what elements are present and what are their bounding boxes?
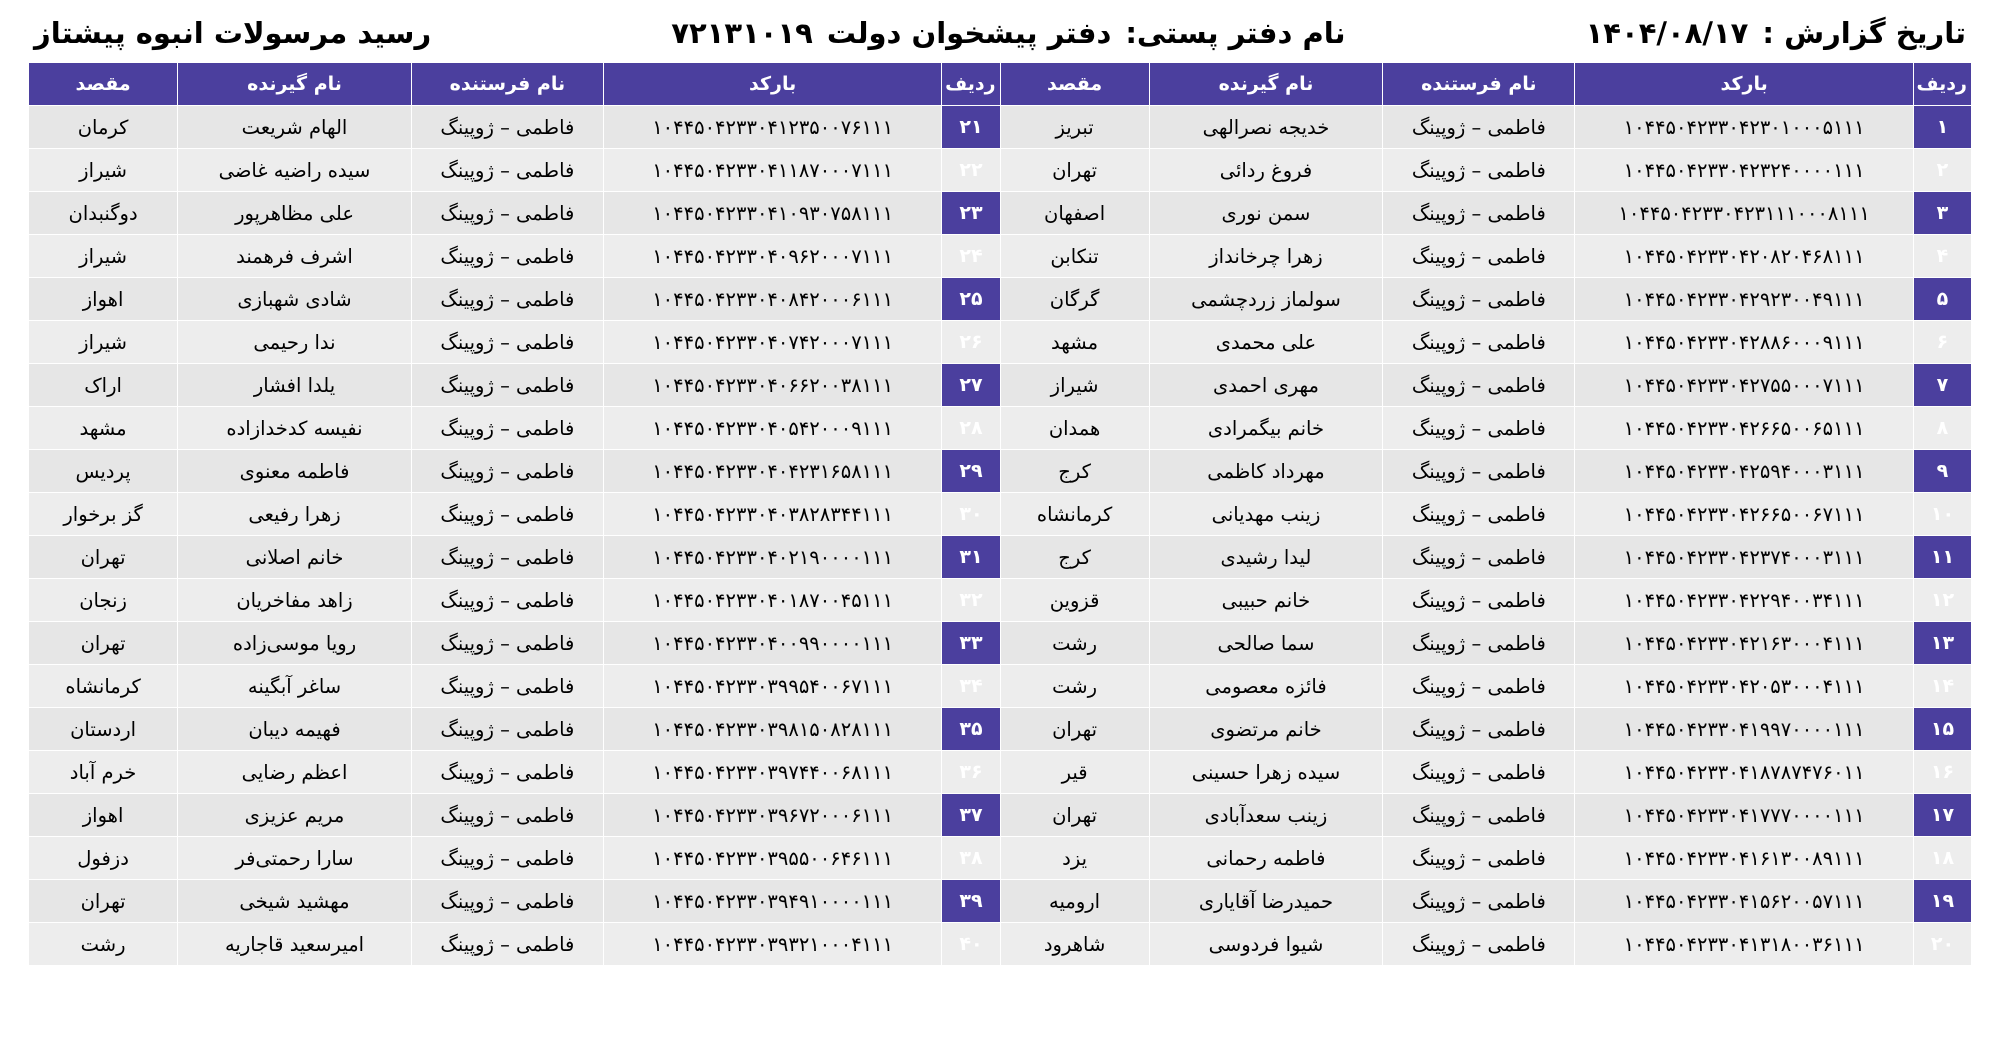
- cell-barcode-left: ۱۰۴۴۵۰۴۲۳۳۰۳۹۵۵۰۰۶۴۶۱۱۱: [603, 837, 942, 880]
- cell-sender-right: فاطمی – ژوپینگ: [1383, 493, 1575, 536]
- cell-receiver-right: سولماز زردچشمی: [1149, 278, 1383, 321]
- cell-barcode-left: ۱۰۴۴۵۰۴۲۳۳۰۴۰۱۸۷۰۰۴۵۱۱۱: [603, 579, 942, 622]
- cell-rownum-left: ۲۲: [942, 149, 1000, 192]
- cell-receiver-right: سیده زهرا حسینی: [1149, 751, 1383, 794]
- table-row: [29, 923, 1972, 966]
- report-header: [28, 10, 1972, 62]
- cell-rownum-left: ۳۵: [942, 708, 1000, 751]
- cell-barcode-right: ۱۰۴۴۵۰۴۲۳۳۰۴۱۶۱۳۰۰۸۹۱۱۱: [1575, 837, 1914, 880]
- cell-receiver-left: زهرا رفیعی: [178, 493, 412, 536]
- cell-dest-left: شیراز: [29, 321, 178, 364]
- cell-sender-right: فاطمی – ژوپینگ: [1383, 407, 1575, 450]
- report-date-label: تاریخ گزارش :: [1762, 16, 1966, 50]
- cell-barcode-left: ۱۰۴۴۵۰۴۲۳۳۰۴۰۶۶۲۰۰۳۸۱۱۱: [603, 364, 942, 407]
- col-header-rownum-right: ردیف: [1913, 63, 1971, 106]
- cell-dest-right: گرگان: [1000, 278, 1149, 321]
- cell-rownum-right: ۶: [1913, 321, 1971, 364]
- col-header-receiver-right: نام گیرنده: [1149, 63, 1383, 106]
- cell-receiver-right: حمیدرضا آقایاری: [1149, 880, 1383, 923]
- cell-barcode-left: ۱۰۴۴۵۰۴۲۳۳۰۴۰۷۴۲۰۰۰۷۱۱۱: [603, 321, 942, 364]
- cell-sender-left: فاطمی – ژوپینگ: [411, 493, 603, 536]
- cell-rownum-right: ۷: [1913, 364, 1971, 407]
- table-row: [29, 579, 1972, 622]
- table-head: [29, 63, 1972, 106]
- col-header-sender-left: نام فرستنده: [411, 63, 603, 106]
- report-date-group: [1586, 16, 1966, 50]
- cell-sender-right: فاطمی – ژوپینگ: [1383, 192, 1575, 235]
- cell-receiver-left: مهشید شیخی: [178, 880, 412, 923]
- cell-barcode-left: ۱۰۴۴۵۰۴۲۳۳۰۴۰۹۶۲۰۰۰۷۱۱۱: [603, 235, 942, 278]
- cell-dest-left: اهواز: [29, 794, 178, 837]
- cell-dest-right: قزوین: [1000, 579, 1149, 622]
- cell-dest-left: مشهد: [29, 407, 178, 450]
- cell-barcode-right: ۱۰۴۴۵۰۴۲۳۳۰۴۲۰۸۲۰۴۶۸۱۱۱: [1575, 235, 1914, 278]
- cell-rownum-left: ۳۲: [942, 579, 1000, 622]
- report-date-value: ۱۴۰۴/۰۸/۱۷: [1585, 16, 1749, 50]
- cell-sender-left: فاطمی – ژوپینگ: [411, 579, 603, 622]
- cell-dest-right: ارومیه: [1000, 880, 1149, 923]
- cell-sender-right: فاطمی – ژوپینگ: [1383, 622, 1575, 665]
- cell-barcode-right: ۱۰۴۴۵۰۴۲۳۳۰۴۲۲۹۴۰۰۳۴۱۱۱: [1575, 579, 1914, 622]
- cell-dest-right: تهران: [1000, 708, 1149, 751]
- cell-receiver-right: خانم بیگمرادی: [1149, 407, 1383, 450]
- cell-barcode-left: ۱۰۴۴۵۰۴۲۳۳۰۴۰۴۲۳۱۶۵۸۱۱۱: [603, 450, 942, 493]
- cell-dest-left: اراک: [29, 364, 178, 407]
- cell-sender-right: فاطمی – ژوپینگ: [1383, 751, 1575, 794]
- cell-sender-left: فاطمی – ژوپینگ: [411, 536, 603, 579]
- cell-barcode-left: ۱۰۴۴۵۰۴۲۳۳۰۳۹۶۷۲۰۰۰۶۱۱۱: [603, 794, 942, 837]
- cell-rownum-left: ۳۶: [942, 751, 1000, 794]
- cell-rownum-left: ۲۵: [942, 278, 1000, 321]
- page-title: رسید مرسولات انبوه پیشتاز: [34, 16, 432, 50]
- table-row: [29, 364, 1972, 407]
- cell-dest-left: تهران: [29, 622, 178, 665]
- cell-rownum-left: ۲۸: [942, 407, 1000, 450]
- cell-sender-left: فاطمی – ژوپینگ: [411, 622, 603, 665]
- cell-receiver-left: فهیمه دیبان: [178, 708, 412, 751]
- table-row: [29, 192, 1972, 235]
- cell-rownum-right: ۹: [1913, 450, 1971, 493]
- cell-receiver-left: رویا موسی‌زاده: [178, 622, 412, 665]
- cell-barcode-right: ۱۰۴۴۵۰۴۲۳۳۰۴۲۳۲۴۰۰۰۰۱۱۱: [1575, 149, 1914, 192]
- cell-barcode-right: ۱۰۴۴۵۰۴۲۳۳۰۴۲۰۵۳۰۰۰۴۱۱۱: [1575, 665, 1914, 708]
- cell-receiver-right: مهری احمدی: [1149, 364, 1383, 407]
- cell-barcode-left: ۱۰۴۴۵۰۴۲۳۳۰۴۰۲۱۹۰۰۰۰۱۱۱: [603, 536, 942, 579]
- cell-dest-left: شیراز: [29, 235, 178, 278]
- cell-rownum-right: ۱۴: [1913, 665, 1971, 708]
- cell-dest-right: تهران: [1000, 794, 1149, 837]
- cell-barcode-right: ۱۰۴۴۵۰۴۲۳۳۰۴۲۱۶۳۰۰۰۴۱۱۱: [1575, 622, 1914, 665]
- cell-dest-left: پردیس: [29, 450, 178, 493]
- cell-receiver-right: زهرا چرخانداز: [1149, 235, 1383, 278]
- table-row: [29, 149, 1972, 192]
- cell-rownum-left: ۳۳: [942, 622, 1000, 665]
- table-row: [29, 106, 1972, 149]
- cell-rownum-left: ۳۰: [942, 493, 1000, 536]
- cell-dest-left: اهواز: [29, 278, 178, 321]
- table-row: [29, 450, 1972, 493]
- cell-dest-right: شاهرود: [1000, 923, 1149, 966]
- cell-dest-right: تهران: [1000, 149, 1149, 192]
- table-row: [29, 708, 1972, 751]
- cell-dest-left: خرم آباد: [29, 751, 178, 794]
- cell-barcode-right: ۱۰۴۴۵۰۴۲۳۳۰۴۲۵۹۴۰۰۰۳۱۱۱: [1575, 450, 1914, 493]
- cell-sender-left: فاطمی – ژوپینگ: [411, 450, 603, 493]
- cell-sender-left: فاطمی – ژوپینگ: [411, 880, 603, 923]
- cell-barcode-right: ۱۰۴۴۵۰۴۲۳۳۰۴۲۳۷۴۰۰۰۳۱۱۱: [1575, 536, 1914, 579]
- cell-dest-left: اردستان: [29, 708, 178, 751]
- cell-receiver-left: مریم عزیزی: [178, 794, 412, 837]
- cell-barcode-right: ۱۰۴۴۵۰۴۲۳۳۰۴۱۵۶۲۰۰۵۷۱۱۱: [1575, 880, 1914, 923]
- cell-sender-left: فاطمی – ژوپینگ: [411, 192, 603, 235]
- table-row: [29, 493, 1972, 536]
- cell-dest-left: کرمانشاه: [29, 665, 178, 708]
- cell-rownum-left: ۳۷: [942, 794, 1000, 837]
- cell-sender-right: فاطمی – ژوپینگ: [1383, 536, 1575, 579]
- cell-sender-left: فاطمی – ژوپینگ: [411, 837, 603, 880]
- cell-receiver-right: خانم حبیبی: [1149, 579, 1383, 622]
- table-row: [29, 536, 1972, 579]
- col-header-sender-right: نام فرستنده: [1383, 63, 1575, 106]
- cell-dest-left: شیراز: [29, 149, 178, 192]
- cell-dest-left: دزفول: [29, 837, 178, 880]
- cell-sender-left: فاطمی – ژوپینگ: [411, 235, 603, 278]
- cell-receiver-left: نفیسه کدخدازاده: [178, 407, 412, 450]
- cell-barcode-right: ۱۰۴۴۵۰۴۲۳۳۰۴۲۶۶۵۰۰۶۵۱۱۱: [1575, 407, 1914, 450]
- cell-barcode-right: ۱۰۴۴۵۰۴۲۳۳۰۴۲۸۸۶۰۰۰۹۱۱۱: [1575, 321, 1914, 364]
- office-name-value: دفتر پیشخوان دولت: [826, 16, 1112, 50]
- table-row: [29, 665, 1972, 708]
- cell-receiver-left: الهام شریعت: [178, 106, 412, 149]
- cell-barcode-right: ۱۰۴۴۵۰۴۲۳۳۰۴۲۹۲۳۰۰۴۹۱۱۱: [1575, 278, 1914, 321]
- cell-rownum-right: ۱: [1913, 106, 1971, 149]
- cell-rownum-left: ۳۱: [942, 536, 1000, 579]
- cell-sender-right: فاطمی – ژوپینگ: [1383, 106, 1575, 149]
- cell-dest-left: تهران: [29, 536, 178, 579]
- cell-rownum-right: ۱۷: [1913, 794, 1971, 837]
- cell-receiver-left: شادی شهبازی: [178, 278, 412, 321]
- cell-sender-right: فاطمی – ژوپینگ: [1383, 880, 1575, 923]
- cell-dest-right: قیر: [1000, 751, 1149, 794]
- cell-dest-right: کرج: [1000, 536, 1149, 579]
- cell-receiver-right: فروغ ردائی: [1149, 149, 1383, 192]
- cell-rownum-right: ۳: [1913, 192, 1971, 235]
- cell-receiver-right: فاطمه رحمانی: [1149, 837, 1383, 880]
- cell-sender-right: فاطمی – ژوپینگ: [1383, 579, 1575, 622]
- cell-rownum-right: ۲۰: [1913, 923, 1971, 966]
- table-row: [29, 751, 1972, 794]
- cell-dest-left: کرمان: [29, 106, 178, 149]
- cell-dest-left: رشت: [29, 923, 178, 966]
- cell-rownum-right: ۴: [1913, 235, 1971, 278]
- cell-dest-left: دوگنبدان: [29, 192, 178, 235]
- cell-receiver-right: زینب مهدیانی: [1149, 493, 1383, 536]
- cell-receiver-right: مهرداد کاظمی: [1149, 450, 1383, 493]
- cell-rownum-left: ۳۸: [942, 837, 1000, 880]
- cell-rownum-right: ۸: [1913, 407, 1971, 450]
- cell-barcode-left: ۱۰۴۴۵۰۴۲۳۳۰۴۰۵۴۲۰۰۰۹۱۱۱: [603, 407, 942, 450]
- cell-dest-right: یزد: [1000, 837, 1149, 880]
- cell-sender-left: فاطمی – ژوپینگ: [411, 106, 603, 149]
- cell-dest-right: مشهد: [1000, 321, 1149, 364]
- cell-sender-left: فاطمی – ژوپینگ: [411, 923, 603, 966]
- cell-barcode-left: ۱۰۴۴۵۰۴۲۳۳۰۳۹۳۲۱۰۰۰۴۱۱۱: [603, 923, 942, 966]
- cell-barcode-right: ۱۰۴۴۵۰۴۲۳۳۰۴۲۳۱۱۱۰۰۰۸۱۱۱: [1575, 192, 1914, 235]
- cell-rownum-left: ۲۴: [942, 235, 1000, 278]
- col-header-receiver-left: نام گیرنده: [178, 63, 412, 106]
- cell-dest-left: تهران: [29, 880, 178, 923]
- cell-receiver-left: فاطمه معنوی: [178, 450, 412, 493]
- cell-sender-left: فاطمی – ژوپینگ: [411, 407, 603, 450]
- cell-rownum-right: ۱۹: [1913, 880, 1971, 923]
- cell-barcode-right: ۱۰۴۴۵۰۴۲۳۳۰۴۲۶۶۵۰۰۶۷۱۱۱: [1575, 493, 1914, 536]
- cell-barcode-left: ۱۰۴۴۵۰۴۲۳۳۰۴۰۸۴۲۰۰۰۶۱۱۱: [603, 278, 942, 321]
- cell-barcode-left: ۱۰۴۴۵۰۴۲۳۳۰۳۹۴۹۱۰۰۰۰۱۱۱: [603, 880, 942, 923]
- cell-dest-right: کرج: [1000, 450, 1149, 493]
- table-row: [29, 321, 1972, 364]
- cell-rownum-right: ۱۵: [1913, 708, 1971, 751]
- table-row: [29, 794, 1972, 837]
- cell-receiver-left: یلدا افشار: [178, 364, 412, 407]
- cell-rownum-left: ۳۹: [942, 880, 1000, 923]
- table-row: [29, 622, 1972, 665]
- cell-dest-left: زنجان: [29, 579, 178, 622]
- office-code-value: ۷۲۱۳۱۰۱۹: [671, 16, 813, 50]
- table-row: [29, 407, 1972, 450]
- cell-barcode-left: ۱۰۴۴۵۰۴۲۳۳۰۳۹۹۵۴۰۰۶۷۱۱۱: [603, 665, 942, 708]
- cell-receiver-left: اعظم رضایی: [178, 751, 412, 794]
- table-body: [29, 106, 1972, 966]
- table-row: [29, 837, 1972, 880]
- cell-receiver-left: خانم اصلانی: [178, 536, 412, 579]
- cell-dest-right: کرمانشاه: [1000, 493, 1149, 536]
- cell-barcode-left: ۱۰۴۴۵۰۴۲۳۳۰۴۱۱۸۷۰۰۰۷۱۱۱: [603, 149, 942, 192]
- col-header-dest-left: مقصد: [29, 63, 178, 106]
- cell-rownum-right: ۲: [1913, 149, 1971, 192]
- cell-sender-right: فاطمی – ژوپینگ: [1383, 321, 1575, 364]
- cell-barcode-right: ۱۰۴۴۵۰۴۲۳۳۰۴۱۸۷۸۷۴۷۶۰۱۱: [1575, 751, 1914, 794]
- cell-rownum-right: ۱۲: [1913, 579, 1971, 622]
- office-group: [671, 16, 1345, 50]
- cell-receiver-right: علی محمدی: [1149, 321, 1383, 364]
- cell-receiver-left: سیده راضیه غاضی: [178, 149, 412, 192]
- cell-sender-left: فاطمی – ژوپینگ: [411, 278, 603, 321]
- cell-sender-left: فاطمی – ژوپینگ: [411, 321, 603, 364]
- cell-dest-right: تنکابن: [1000, 235, 1149, 278]
- table-header-row: [29, 63, 1972, 106]
- cell-dest-right: شیراز: [1000, 364, 1149, 407]
- cell-barcode-right: ۱۰۴۴۵۰۴۲۳۳۰۴۱۳۱۸۰۰۳۶۱۱۱: [1575, 923, 1914, 966]
- col-header-dest-right: مقصد: [1000, 63, 1149, 106]
- cell-rownum-right: ۱۳: [1913, 622, 1971, 665]
- cell-rownum-left: ۲۳: [942, 192, 1000, 235]
- cell-rownum-left: ۲۱: [942, 106, 1000, 149]
- cell-barcode-left: ۱۰۴۴۵۰۴۲۳۳۰۴۱۲۳۵۰۰۷۶۱۱۱: [603, 106, 942, 149]
- cell-sender-right: فاطمی – ژوپینگ: [1383, 450, 1575, 493]
- cell-rownum-right: ۱۶: [1913, 751, 1971, 794]
- cell-dest-right: همدان: [1000, 407, 1149, 450]
- col-header-barcode-left: بارکد: [603, 63, 942, 106]
- cell-rownum-right: ۱۰: [1913, 493, 1971, 536]
- cell-receiver-right: زینب سعدآبادی: [1149, 794, 1383, 837]
- cell-rownum-left: ۲۷: [942, 364, 1000, 407]
- cell-barcode-left: ۱۰۴۴۵۰۴۲۳۳۰۳۹۸۱۵۰۸۲۸۱۱۱: [603, 708, 942, 751]
- cell-receiver-left: سارا رحمتی‌فر: [178, 837, 412, 880]
- cell-sender-left: فاطمی – ژوپینگ: [411, 364, 603, 407]
- cell-dest-right: تبریز: [1000, 106, 1149, 149]
- cell-rownum-right: ۱۱: [1913, 536, 1971, 579]
- cell-receiver-right: خانم مرتضوی: [1149, 708, 1383, 751]
- cell-receiver-right: فائزه معصومی: [1149, 665, 1383, 708]
- cell-sender-left: فاطمی – ژوپینگ: [411, 708, 603, 751]
- cell-receiver-right: لیدا رشیدی: [1149, 536, 1383, 579]
- cell-sender-right: فاطمی – ژوپینگ: [1383, 149, 1575, 192]
- cell-barcode-left: ۱۰۴۴۵۰۴۲۳۳۰۴۰۳۸۲۸۳۴۴۱۱۱: [603, 493, 942, 536]
- cell-receiver-left: ساغر آبگینه: [178, 665, 412, 708]
- cell-sender-left: فاطمی – ژوپینگ: [411, 751, 603, 794]
- cell-receiver-right: سما صالحی: [1149, 622, 1383, 665]
- cell-barcode-left: ۱۰۴۴۵۰۴۲۳۳۰۳۹۷۴۴۰۰۶۸۱۱۱: [603, 751, 942, 794]
- cell-sender-right: فاطمی – ژوپینگ: [1383, 837, 1575, 880]
- cell-receiver-left: علی مظاهرپور: [178, 192, 412, 235]
- cell-dest-left: گز برخوار: [29, 493, 178, 536]
- cell-sender-right: فاطمی – ژوپینگ: [1383, 665, 1575, 708]
- col-header-barcode-right: بارکد: [1575, 63, 1914, 106]
- cell-sender-left: فاطمی – ژوپینگ: [411, 149, 603, 192]
- cell-sender-right: فاطمی – ژوپینگ: [1383, 278, 1575, 321]
- office-name-label: نام دفتر پستی:: [1125, 16, 1346, 50]
- cell-receiver-left: ندا رحیمی: [178, 321, 412, 364]
- cell-receiver-left: زاهد مفاخریان: [178, 579, 412, 622]
- cell-rownum-right: ۵: [1913, 278, 1971, 321]
- cell-rownum-right: ۱۸: [1913, 837, 1971, 880]
- cell-sender-right: فاطمی – ژوپینگ: [1383, 708, 1575, 751]
- cell-sender-right: فاطمی – ژوپینگ: [1383, 235, 1575, 278]
- cell-rownum-left: ۳۴: [942, 665, 1000, 708]
- cell-dest-right: رشت: [1000, 665, 1149, 708]
- cell-dest-right: اصفهان: [1000, 192, 1149, 235]
- cell-barcode-right: ۱۰۴۴۵۰۴۲۳۳۰۴۲۷۵۵۰۰۰۷۱۱۱: [1575, 364, 1914, 407]
- cell-sender-left: فاطمی – ژوپینگ: [411, 665, 603, 708]
- cell-sender-right: فاطمی – ژوپینگ: [1383, 923, 1575, 966]
- cell-receiver-right: شیوا فردوسی: [1149, 923, 1383, 966]
- cell-receiver-right: خدیجه نصرالهی: [1149, 106, 1383, 149]
- mail-receipt-table: [28, 62, 1972, 966]
- report-title-group: [34, 16, 431, 50]
- cell-barcode-right: ۱۰۴۴۵۰۴۲۳۳۰۴۲۳۰۱۰۰۰۵۱۱۱: [1575, 106, 1914, 149]
- table-row: [29, 880, 1972, 923]
- cell-rownum-left: ۲۹: [942, 450, 1000, 493]
- cell-receiver-left: امیرسعید قاجاریه: [178, 923, 412, 966]
- cell-sender-left: فاطمی – ژوپینگ: [411, 794, 603, 837]
- cell-sender-right: فاطمی – ژوپینگ: [1383, 364, 1575, 407]
- cell-barcode-left: ۱۰۴۴۵۰۴۲۳۳۰۴۱۰۹۳۰۷۵۸۱۱۱: [603, 192, 942, 235]
- col-header-rownum-left: ردیف: [942, 63, 1000, 106]
- table-row: [29, 235, 1972, 278]
- cell-rownum-left: ۲۶: [942, 321, 1000, 364]
- table-row: [29, 278, 1972, 321]
- cell-dest-right: رشت: [1000, 622, 1149, 665]
- cell-receiver-left: اشرف فرهمند: [178, 235, 412, 278]
- cell-barcode-right: ۱۰۴۴۵۰۴۲۳۳۰۴۱۹۹۷۰۰۰۰۱۱۱: [1575, 708, 1914, 751]
- cell-barcode-right: ۱۰۴۴۵۰۴۲۳۳۰۴۱۷۷۷۰۰۰۰۱۱۱: [1575, 794, 1914, 837]
- cell-receiver-right: سمن نوری: [1149, 192, 1383, 235]
- cell-barcode-left: ۱۰۴۴۵۰۴۲۳۳۰۴۰۰۹۹۰۰۰۰۱۱۱: [603, 622, 942, 665]
- cell-rownum-left: ۴۰: [942, 923, 1000, 966]
- cell-sender-right: فاطمی – ژوپینگ: [1383, 794, 1575, 837]
